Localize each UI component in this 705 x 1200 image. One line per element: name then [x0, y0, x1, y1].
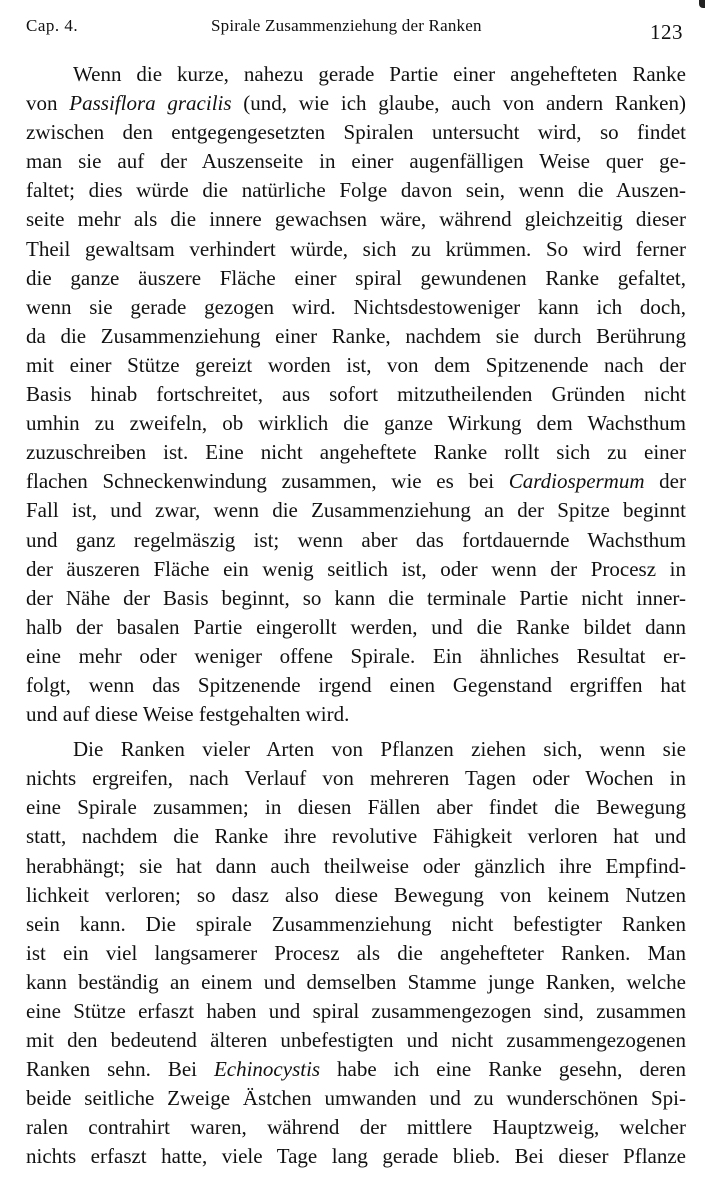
text-line: der äuszeren Fläche ein wenig seitlich ist, oder wenn der Procesz in	[26, 556, 686, 581]
text-line: umhin zu zweifeln, ob wirklich die ganze Wirkung dem Wachsthum	[26, 411, 686, 436]
text-span: von	[26, 91, 70, 116]
text-line: eine Spirale zusammen; in diesen Fällen aber findet die Bewegung	[26, 795, 686, 820]
text-line: man sie auf der Auszenseite in einer augenfälligen Weise quer ge-	[26, 149, 686, 174]
text-line: Wenn die kurze, nahezu gerade Partie einer angehefteten Ranke	[73, 62, 686, 86]
text-line: folgt, wenn das Spitzenende irgend einen Gegenstand ergriffen hat	[26, 672, 686, 697]
paragraph-2	[26, 735, 686, 1171]
text-line: die ganze äuszere Fläche einer spiral gewundenen Ranke gefaltet,	[26, 265, 686, 290]
text-line: statt, nachdem die Ranke ihre revolutive Fähigkeit verloren hat und	[26, 824, 686, 849]
text-line: wenn sie gerade gezogen wird. Nichtsdestoweniger kann ich doch,	[26, 294, 686, 319]
text-line: eine mehr oder weniger offene Spirale. Ein ähnliches Resultat er-	[26, 643, 686, 668]
text-line: ralen contrahirt waren, während der mittlere Hauptzweig, welcher	[26, 1115, 686, 1140]
text-line: faltet; dies würde die natürliche Folge davon sein, wenn die Auszen-	[26, 178, 686, 203]
text-line: zuzuschreiben ist. Eine nicht angeheftete Ranke rollt sich zu einer	[26, 440, 686, 465]
text-line: und ganz regelmäszig ist; wenn aber das fortdauernde Wachsthum	[26, 527, 686, 552]
text-line: nichts erfaszt hatte, viele Tage lang gerade blieb. Bei dieser Pflanze	[26, 1144, 686, 1169]
running-title: Spirale Zusammenziehung der Ranken	[211, 16, 482, 35]
text-line: zwischen den entgegengesetzten Spiralen untersucht wird, so findet	[26, 120, 686, 145]
text-line: mit den bedeutend älteren unbefestigten und nicht zusammengezogenen	[26, 1028, 686, 1053]
paragraph-1	[26, 60, 686, 729]
text-line: nichts ergreifen, nach Verlauf von mehreren Tagen oder Wochen in	[26, 766, 686, 791]
chapter-label: Cap. 4.	[26, 16, 79, 35]
text-line: der Nähe der Basis beginnt, so kann die terminale Partie nicht inner-	[26, 585, 686, 610]
text-line	[26, 89, 686, 118]
text-line: Die Ranken vieler Arten von Pflanzen ziehen sich, wenn sie	[73, 737, 686, 762]
running-header	[26, 14, 683, 44]
text-span: (und, wie ich glaube, auch von andern Ranken)	[231, 91, 686, 116]
page-number: 123	[650, 20, 683, 44]
text-line: eine Stütze erfaszt haben und spiral zusammengezogen sind, zusammen	[26, 999, 686, 1023]
text-line: beide seitliche Zweige Ästchen umwanden und zu wunderschönen Spi-	[26, 1086, 686, 1111]
text-line: da die Zusammenziehung einer Ranke, nachdem sie durch Berührung	[26, 323, 686, 348]
text-line: kann beständig an einem und demselben Stamme junge Ranken, welche	[26, 969, 686, 994]
text-span: der	[644, 469, 686, 494]
text-line: Theil gewaltsam verhindert würde, sich zu krümmen. So wird ferner	[26, 236, 686, 261]
text-span: habe ich eine Ranke gesehn, deren	[320, 1057, 686, 1082]
text-line: Basis hinab fortschreitet, aus sofort mitzutheilenden Gründen nicht	[26, 382, 686, 407]
scan-mark	[699, 0, 705, 8]
species-name: Echinocystis	[213, 1057, 321, 1082]
text-line: herabhängt; sie hat dann auch theilweise oder gänzlich ihre Empfind-	[26, 853, 686, 878]
text-line: ist ein viel langsamerer Procesz als die angehefteter Ranken. Man	[26, 940, 686, 965]
text-span: flachen Schneckenwindung zusammen, wie es bei	[26, 469, 509, 494]
species-name: Cardiospermum	[508, 469, 645, 494]
text-span: Ranken sehn. Bei	[26, 1057, 214, 1082]
text-line: Fall ist, und zwar, wenn die Zusammenziehung an der Spitze beginnt	[26, 498, 686, 523]
text-line	[26, 1055, 686, 1084]
text-line: mit einer Stütze gereizt worden ist, von dem Spitzenende nach der	[26, 352, 686, 377]
text-line: und auf diese Weise festgehalten wird.	[26, 702, 350, 727]
species-name: Passiflora gracilis	[69, 91, 232, 116]
text-line	[26, 467, 686, 496]
body-text	[26, 60, 686, 1172]
text-line: lichkeit verloren; so dasz also diese Bewegung von keinem Nutzen	[26, 882, 686, 907]
text-line: sein kann. Die spirale Zusammenziehung nicht befestigter Ranken	[26, 911, 686, 936]
text-line: seite mehr als die innere gewachsen wäre, während gleichzeitig dieser	[26, 207, 686, 232]
text-line: halb der basalen Partie eingerollt werden, und die Ranke bildet dann	[26, 614, 686, 639]
